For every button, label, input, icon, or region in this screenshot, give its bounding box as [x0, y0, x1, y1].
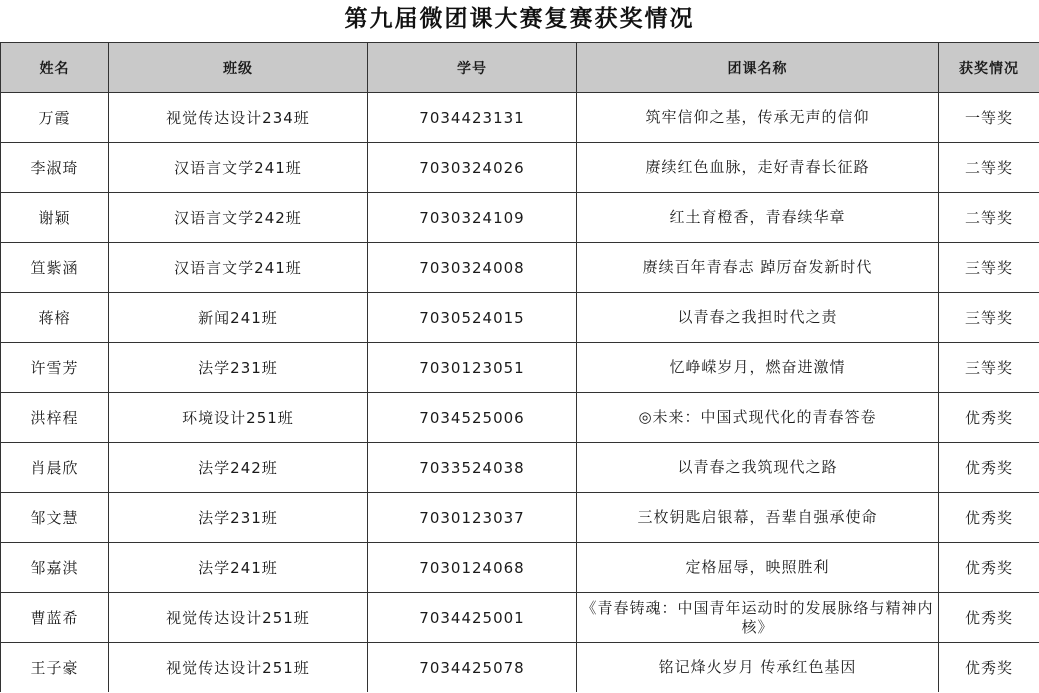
cell-award: 二等奖: [939, 143, 1039, 193]
column-header-class: 班级: [109, 43, 368, 93]
cell-course-title: 以青春之我筑现代之路: [577, 443, 939, 493]
cell-course-title: 铭记烽火岁月 传承红色基因: [577, 643, 939, 693]
cell-student-id: 7030123037: [368, 493, 577, 543]
cell-student-id: 7034425001: [368, 593, 577, 643]
cell-award: 三等奖: [939, 343, 1039, 393]
cell-student-id: 7030324109: [368, 193, 577, 243]
cell-award: 优秀奖: [939, 493, 1039, 543]
table-row: [1, 143, 1039, 193]
cell-student-id: 7030123051: [368, 343, 577, 393]
cell-student-id: 7034425078: [368, 643, 577, 693]
cell-student-id: 7034525006: [368, 393, 577, 443]
cell-student-id: 7033524038: [368, 443, 577, 493]
cell-course-title: 忆峥嵘岁月，燃奋进激情: [577, 343, 939, 393]
cell-name: 曹蓝希: [1, 593, 109, 643]
cell-course-title: ◎未来：中国式现代化的青春答卷: [577, 393, 939, 443]
cell-class: 视觉传达设计234班: [109, 93, 368, 143]
table-row: [1, 543, 1039, 593]
cell-award: 一等奖: [939, 93, 1039, 143]
awards-table: [0, 42, 1039, 692]
cell-name: 洪梓程: [1, 393, 109, 443]
cell-name: 肖晨欣: [1, 443, 109, 493]
cell-course-title: 定格屈辱，映照胜利: [577, 543, 939, 593]
cell-name: 邹嘉淇: [1, 543, 109, 593]
table-header-row: [1, 43, 1039, 93]
cell-award: 三等奖: [939, 293, 1039, 343]
cell-class: 视觉传达设计251班: [109, 593, 368, 643]
page-title: 第九届微团课大赛复赛获奖情况: [344, 6, 695, 32]
table-row: [1, 643, 1039, 693]
cell-course-title: 红土育橙香，青春续华章: [577, 193, 939, 243]
cell-course-title: 赓续红色血脉，走好青春长征路: [577, 143, 939, 193]
cell-name: 王子豪: [1, 643, 109, 693]
cell-class: 法学231班: [109, 493, 368, 543]
table-row: [1, 443, 1039, 493]
cell-name: 万霞: [1, 93, 109, 143]
column-header-student-id: 学号: [368, 43, 577, 93]
cell-name: 笪紫涵: [1, 243, 109, 293]
table-row: [1, 293, 1039, 343]
cell-course-title: 以青春之我担时代之责: [577, 293, 939, 343]
cell-class: 视觉传达设计251班: [109, 643, 368, 693]
cell-name: 蒋榕: [1, 293, 109, 343]
table-row: [1, 93, 1039, 143]
cell-class: 汉语言文学241班: [109, 243, 368, 293]
cell-student-id: 7030524015: [368, 293, 577, 343]
cell-award: 优秀奖: [939, 593, 1039, 643]
cell-award: 优秀奖: [939, 643, 1039, 693]
cell-student-id: 7030124068: [368, 543, 577, 593]
table-row: [1, 493, 1039, 543]
cell-course-title: 《青春铸魂：中国青年运动时的发展脉络与精神内核》: [577, 593, 939, 643]
column-header-award: 获奖情况: [939, 43, 1039, 93]
cell-course-title: 筑牢信仰之基，传承无声的信仰: [577, 93, 939, 143]
table-row: [1, 193, 1039, 243]
cell-award: 优秀奖: [939, 393, 1039, 443]
cell-class: 环境设计251班: [109, 393, 368, 443]
cell-class: 法学241班: [109, 543, 368, 593]
cell-class: 法学231班: [109, 343, 368, 393]
table-row: [1, 243, 1039, 293]
table-row: [1, 343, 1039, 393]
cell-name: 谢颖: [1, 193, 109, 243]
cell-name: 邹文慧: [1, 493, 109, 543]
column-header-name: 姓名: [1, 43, 109, 93]
column-header-course-title: 团课名称: [577, 43, 939, 93]
cell-award: 优秀奖: [939, 443, 1039, 493]
cell-student-id: 7030324008: [368, 243, 577, 293]
cell-name: 许雪芳: [1, 343, 109, 393]
cell-student-id: 7030324026: [368, 143, 577, 193]
cell-class: 法学242班: [109, 443, 368, 493]
cell-class: 汉语言文学241班: [109, 143, 368, 193]
cell-award: 二等奖: [939, 193, 1039, 243]
cell-class: 汉语言文学242班: [109, 193, 368, 243]
table-row: [1, 593, 1039, 643]
cell-name: 李淑琦: [1, 143, 109, 193]
cell-student-id: 7034423131: [368, 93, 577, 143]
cell-course-title: 三枚钥匙启银幕，吾辈自强承使命: [577, 493, 939, 543]
cell-award: 优秀奖: [939, 543, 1039, 593]
cell-class: 新闻241班: [109, 293, 368, 343]
cell-award: 三等奖: [939, 243, 1039, 293]
table-row: [1, 393, 1039, 443]
cell-course-title: 赓续百年青春志 踔厉奋发新时代: [577, 243, 939, 293]
